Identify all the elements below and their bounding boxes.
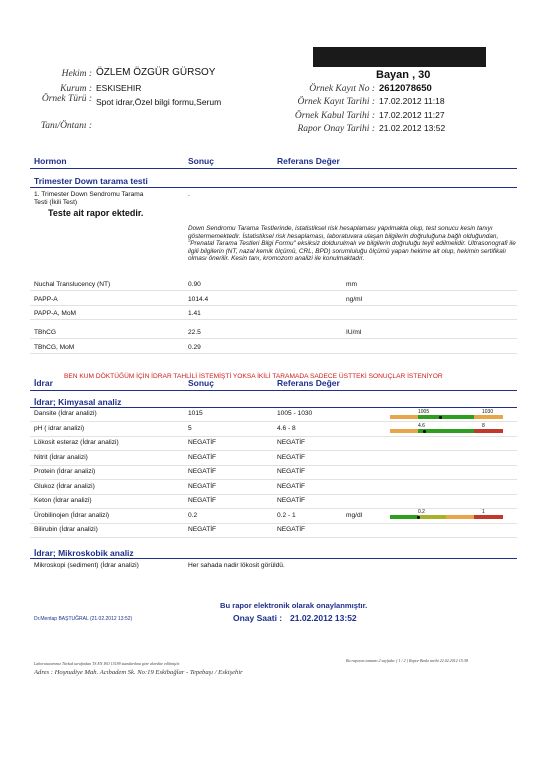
approver-name: Dr.Mentap BAŞTUĞRAL (21.02.2012 13:52) [34,616,133,622]
kimyasal-row-name: Keton (İdrar analizi) [34,497,92,504]
hormon-row-result: 0.29 [188,344,201,351]
kimyasal-row-result: NEGATİF [188,468,217,475]
kimyasal-row-name: Glukoz (İdrar analizi) [34,482,95,490]
mikro-row-result: Her sahada nadir lökosit görüldü. [188,562,285,569]
hormon-row-result: 1014.4 [188,296,209,303]
ornek-turu-label: Örnek Türü : [41,94,92,104]
kimyasal-row-ref: 0.2 - 1 [277,511,296,519]
kayit-tarihi-value: 17.02.2012 11:18 [379,96,445,106]
patient-sex-age: Bayan , 30 [376,69,431,81]
range-bar-segment [418,515,447,519]
kimyasal-row-result: NEGATİF [188,453,217,461]
hormon-row-unit: mm [346,281,357,288]
kimyasal-section-rule [30,407,517,408]
first-test-line2: Testi (İkili Test) [34,199,78,206]
row-divider [30,450,517,451]
patient-warning-note: BEN KUM DÖKTÜĞÜM İÇİN İDRAR TAHLİLİ İSTEMİŞTİ YOKSA İKİLİ TARAMADA SADECE ÜSTTEKİ SONUÇLAR İSTENİYOR [64,373,443,380]
range-bar-high-label: 8 [482,423,485,429]
kayit-tarihi-label: Örnek Kayıt Tarihi : [297,97,375,107]
range-bar-segment [446,515,475,519]
electronic-approval-note: Bu rapor elektronik olarak onaylanmıştır. [220,601,368,610]
kayit-no-value: 2612078650 [379,83,432,94]
range-bar-low-label: 1005 [418,409,430,415]
hormon-header-rule [30,168,517,169]
attached-report-note: Teste ait rapor ektedir. [48,208,144,218]
kimyasal-row-name: Ürobilinojen (İdrar analizi) [34,511,110,519]
kimyasal-row-result: 0.2 [188,511,198,519]
kimyasal-row-name: Nitrit (İdrar analizi) [34,453,88,461]
trimester-section-title: Trimester Down tarama testi [34,176,148,186]
kabul-tarihi-label: Örnek Kabul Tarihi : [294,111,375,121]
range-bar-high-label: 1 [482,509,485,515]
kimyasal-row-ref: NEGATİF [277,497,306,504]
row-divider [30,421,517,422]
row-divider [30,537,517,538]
kimyasal-row-name: Dansite (İdrar analizi) [34,410,97,417]
kimyasal-row-ref: NEGATİF [277,439,306,446]
range-bar-segment [390,415,419,419]
kurum-label: Kurum : [60,84,92,94]
trimester-section-rule [30,187,517,188]
idrar-header-rule [30,390,517,391]
onay-saati-label: Onay Saati : [233,613,283,623]
kimyasal-row-name: Bilirubin (İdrar analizi) [34,526,98,533]
kimyasal-section-title: İdrar; Kimyasal analiz [34,397,122,407]
onay-tarihi-value: 21.02.2012 13:52 [379,123,446,133]
hormon-row-unit: IU/ml [346,329,362,336]
kimyasal-row-ref: NEGATİF [277,526,306,533]
row-divider [30,353,517,354]
kimyasal-row-ref: NEGATİF [277,468,306,475]
mikro-section-rule [30,558,517,559]
range-bar-segment [418,415,447,419]
range-bar-marker [417,516,420,519]
range-bar-marker [423,430,426,433]
first-test-line1: 1. Trimester Down Sendromu Tarama [34,191,144,198]
row-divider [30,305,517,306]
range-bar-high-label: 1030 [482,409,494,415]
lab-address: Adres : Hoşnudiye Mah. Acıbadem Sk. No:19 Eskibağlar - Tepebaşı / Eskişehir [34,669,243,676]
row-divider [30,290,517,291]
kimyasal-row-name: pH ( idrar analizi) [34,424,85,432]
range-bar [390,409,502,421]
kimyasal-row-ref: NEGATİF [277,453,306,461]
range-bar-segment [474,515,503,519]
ornek-turu-value: Spot idrar,Özel bilgi formu,Serum [96,97,222,107]
row-divider [30,494,517,495]
kimyasal-row-ref: NEGATİF [277,482,306,490]
down-syndrome-info-text: Down Sendromu Tarama Testlerinde, istatistiksel risk hesaplaması yapılmakta olup, test sonucu kesin tanıyı göstermemektedir. İstatistiksel risk hesaplaması, laboratuvara ulaşan bilgilerin doğruluğuna bağlı olduğundan, "Prenatal Tarama Testleri Bilgi Formu" eksiksiz doldurulmalı ve bilgilerin doğruluğu teyit edilmelidir. Ultrasonografi ile ilgili bilgilerin (NT, nazal kemik ölçümü, CRL, BPD) sorumluluğu ölçümü yapan hekime ait olup, hekimin sertifikalı olması önerilir. Kesin tanı, kromozom analizi ile konulmaktadır. [188,225,516,263]
kimyasal-row-unit: mg/dl [346,511,363,519]
hormon-row-unit: ng/ml [346,296,363,303]
range-bar-segment [390,429,419,433]
kimyasal-row-result: NEGATİF [188,497,217,504]
kayit-no-label: Örnek Kayıt No : [309,84,375,94]
range-bar-segment [474,429,503,433]
hormon-col-ref: Referans Değer [277,156,340,166]
range-bar-marker [439,416,442,419]
hormon-row-name: Nuchal Translucency (NT) [34,281,111,288]
hormon-col-result: Sonuç [188,156,214,166]
page-count-note: Bu raporun tamamı 2 sayfadır. ( 1 / 2 ) Rapor Baskı tarihi 22.02.2012 15:58 [346,658,469,663]
kabul-tarihi-value: 17.02.2012 11:27 [379,110,445,120]
tani-label: Tanı/Öntanı : [40,121,92,131]
hormon-col-test: Hormon [34,156,67,166]
hormon-row-name: PAPP-A [34,296,58,303]
idrar-col-result: Sonuç [188,378,214,388]
kimyasal-row-name: Protein (İdrar analizi) [34,468,96,475]
hormon-row-result: 22.5 [188,329,201,336]
kimyasal-row-result: NEGATİF [188,439,217,446]
hormon-row-result: 1.41 [188,310,201,317]
row-divider [30,319,517,320]
range-bar-low-label: 4.6 [418,423,425,429]
range-bar-segment [446,415,475,419]
hormon-row-name: TBhCG [34,329,56,336]
range-bar-segment [474,415,503,419]
kimyasal-row-name: Lökosit esteraz (İdrar analizi) [34,439,119,446]
kimyasal-row-ref: 1005 - 1030 [277,410,313,417]
kimyasal-row-result: NEGATİF [188,526,217,533]
kimyasal-row-result: 1015 [188,410,203,417]
mikro-row-name: Mikroskopi (sediment) (İdrar analizi) [34,562,139,569]
hormon-row-name: PAPP-A, MoM [34,310,77,317]
kimyasal-row-result: NEGATİF [188,482,217,490]
hormon-row-result: 0.90 [188,281,201,288]
hekim-value: ÖZLEM ÖZGÜR GÜRSOY [96,67,216,78]
kurum-value: ESKISEHIR [96,83,142,93]
range-bar-segment [390,515,419,519]
range-bar [390,423,502,435]
redacted-patient-name [313,47,486,67]
onay-tarihi-label: Rapor Onay Tarihi : [297,124,375,134]
row-divider [30,523,517,524]
row-divider [30,479,517,480]
row-divider [30,338,517,339]
idrar-col-test: İdrar [34,378,53,388]
onay-saati-value: 21.02.2012 13:52 [290,613,357,623]
kimyasal-row-ref: 4.6 - 8 [277,424,296,432]
mikro-section-title: İdrar; Mikroskobik analiz [34,548,134,558]
range-bar-segment [446,429,475,433]
accreditation-note: Laboratuvarımız Türkak tarafından TS EN ISO 15189 standardına göre akredite edilmiştir. [34,661,180,666]
hormon-row-name: TBhCG, MoM [34,344,75,351]
idrar-col-ref: Referans Değer [277,378,340,388]
range-bar [390,509,502,521]
row-divider [30,465,517,466]
row-divider [30,436,517,437]
range-bar-low-label: 0.2 [418,509,425,515]
kimyasal-row-result: 5 [188,424,192,432]
first-test-result: . [188,191,190,198]
hekim-label: Hekim : [61,69,92,79]
